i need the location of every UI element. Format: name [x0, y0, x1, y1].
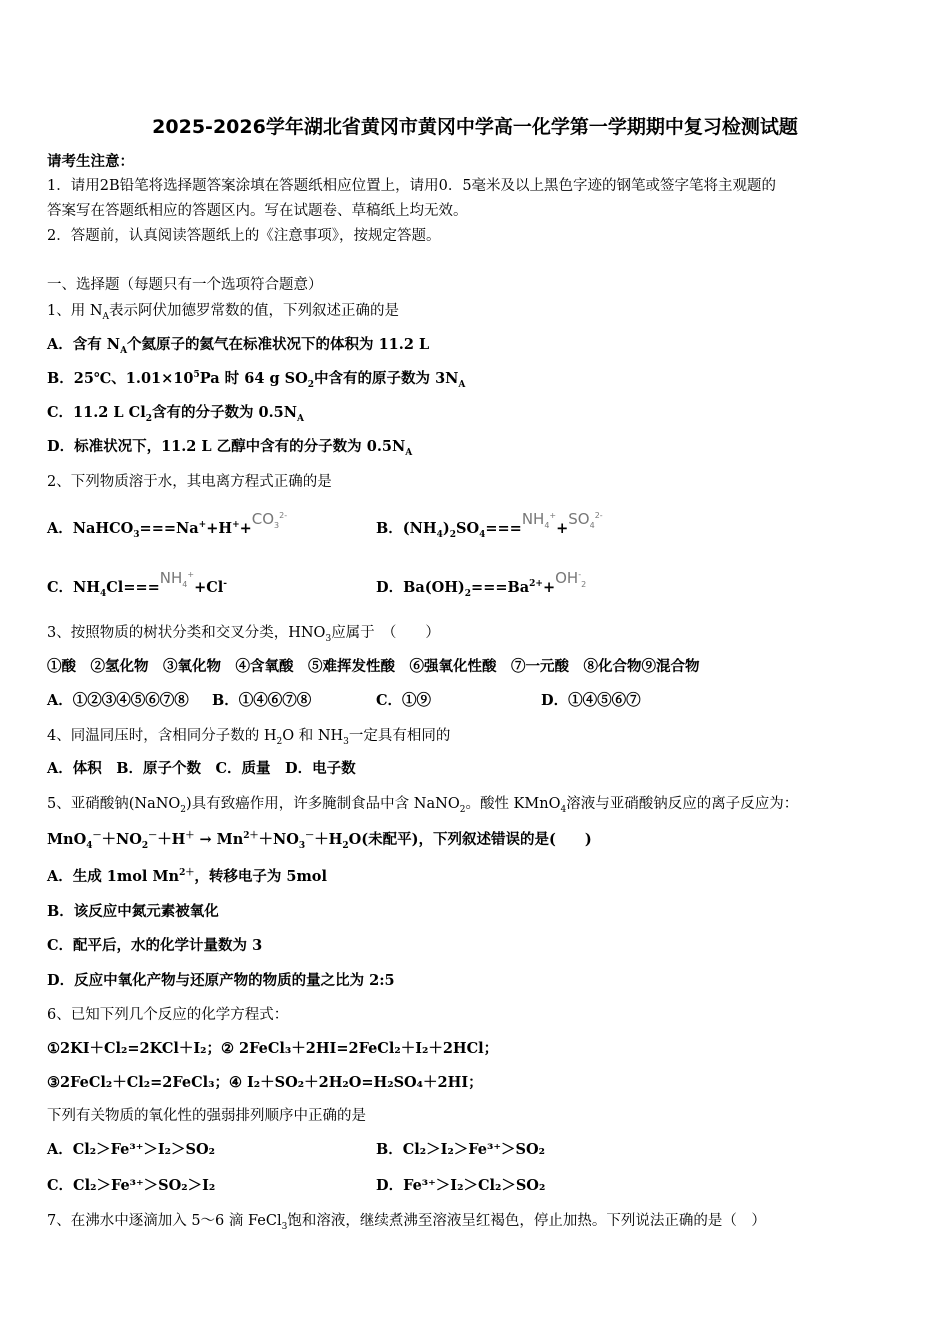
q6-equations-1: ①2KI＋Cl₂=2KCl＋I₂；② 2FeCl₃＋2HI=2FeCl₂＋I₂＋2HCl；: [47, 1040, 499, 1057]
page-title: 2025-2026学年湖北省黄冈市黄冈中学高一化学第一学期期中复习检测试题: [152, 116, 798, 138]
q1-option-c[interactable]: C．11.2 L $Cl_2$含有的分子数为 $0.5N_A$: [47, 404, 304, 424]
q2-stem: 2、下列物质溶于水，其电离方程式正确的是: [47, 474, 332, 490]
q2-option-d[interactable]: D．$Ba(OH)_2===Ba^{2+}+OH^-_2$: [376, 569, 587, 599]
q5-stem-2: $MnO_4^-+NO_2^-+H^+ \to Mn^{2+}+NO_3^-+H_2O$(未配平)，下列叙述错误的是( ): [47, 831, 592, 851]
q6-question: 下列有关物质的氧化性的强弱排列顺序中正确的是: [47, 1108, 366, 1124]
q2-option-b[interactable]: B．$(NH_4)_2SO_4===NH_4^++SO_4^{2-}$: [376, 510, 603, 540]
q3-stem: 3、按照物质的树状分类和交叉分类，$HNO_3$应属于 （ ）: [47, 625, 440, 644]
notice-item-1b: 答案写在答题纸相应的答题区内。写在试题卷、草稿纸上均无效。: [47, 203, 468, 219]
q6-stem: 6、已知下列几个反应的化学方程式：: [47, 1007, 289, 1023]
q5-stem-1: 5、亚硝酸钠(NaNO$_2$)具有致癌作用，许多腌制食品中含 NaNO$_2$。酸性 KMnO$_4$溶液与亚硝酸钠反应的离子反应为：: [47, 796, 799, 815]
q3-option-b[interactable]: B．①④⑥⑦⑧: [212, 692, 312, 709]
ammonium-ion-formula: $NH_4^+$: [521, 510, 557, 530]
q5-option-a[interactable]: A．生成 1mol $Mn^{2+}$，转移电子为 5mol: [47, 868, 327, 885]
q5-option-d[interactable]: D．反应中氧化产物与还原产物的物质的量之比为 2:5: [47, 972, 395, 989]
q5-option-b[interactable]: B．该反应中氮元素被氧化: [47, 903, 219, 920]
hydroxide-ion-formula: $OH^-_2$: [555, 569, 587, 589]
q1-option-a[interactable]: A．含有 $N_A$个氦原子的氦气在标准状况下的体积为 11.2 L: [47, 336, 430, 356]
q2-option-a[interactable]: A．$NaHCO_3===Na^++H^++CO_3^{2-}$: [47, 510, 288, 540]
q3-option-d[interactable]: D．①④⑤⑥⑦: [541, 692, 641, 709]
q3-option-c[interactable]: C．①⑨: [376, 692, 432, 709]
q4-options[interactable]: A．体积 B．原子个数 C．质量 D．电子数: [47, 760, 356, 777]
q6-option-c[interactable]: C．Cl₂＞Fe³⁺＞SO₂＞I₂: [47, 1177, 216, 1194]
sulfate-ion-formula: $SO_4^{2-}$: [568, 510, 603, 530]
q1-stem: 1、用 $N_A$表示阿伏加德罗常数的值，下列叙述正确的是: [47, 303, 400, 322]
q5-option-c[interactable]: C．配平后，水的化学计量数为 3: [47, 937, 263, 954]
q3-option-a[interactable]: A．①②③④⑤⑥⑦⑧: [47, 692, 189, 709]
q4-stem: 4、同温同压时，含相同分子数的 $H_2O$ 和 $NH_3$一定具有相同的: [47, 728, 451, 747]
q7-stem: 7、在沸水中逐滴加入 5～6 滴 FeCl$_3$饱和溶液，继续煮沸至溶液呈红褐色，停止加热。下列说法正确的是（ ）: [47, 1213, 766, 1232]
q2-option-c[interactable]: C．$NH_4Cl===NH_4^++Cl^-$: [47, 569, 228, 599]
q6-option-b[interactable]: B．Cl₂＞I₂＞Fe³⁺＞SO₂: [376, 1141, 545, 1158]
q1-option-b[interactable]: B．25℃、$1.01\times 10^5Pa$ 时 64 g $SO_2$中含有的原子数为 $3N_A$: [47, 370, 466, 390]
notice-item-1a: 1．请用2B铅笔将选择题答案涂填在答题纸相应位置上，请用0．5毫米及以上黑色字迹的钢笔或签字笔将主观题的: [47, 178, 777, 194]
q1-option-d[interactable]: D．标准状况下，11.2 L 乙醇中含有的分子数为 $0.5N_A$: [47, 438, 413, 458]
ammonium-ion-formula-c: $NH_4^+$: [159, 569, 195, 589]
q6-option-a[interactable]: A．Cl₂＞Fe³⁺＞I₂＞SO₂: [47, 1141, 215, 1158]
notice-heading: 请考生注意：: [47, 153, 134, 170]
q6-option-d[interactable]: D．Fe³⁺＞I₂＞Cl₂＞SO₂: [376, 1177, 546, 1194]
q6-equations-2: ③2FeCl₂＋Cl₂=2FeCl₃；④ I₂＋SO₂＋2H₂O=H₂SO₄＋2HI；: [47, 1074, 483, 1091]
q3-choices: ①酸 ②氢化物 ③氧化物 ④含氧酸 ⑤难挥发性酸 ⑥强氧化性酸 ⑦一元酸 ⑧化合物⑨混合物: [47, 658, 700, 675]
notice-item-2: 2．答题前，认真阅读答题纸上的《注意事项》，按规定答题。: [47, 228, 441, 244]
section-heading: 一、选择题（每题只有一个选项符合题意）: [47, 277, 323, 293]
carbonate-ion-formula: $CO_3^{2-}$: [251, 510, 288, 530]
